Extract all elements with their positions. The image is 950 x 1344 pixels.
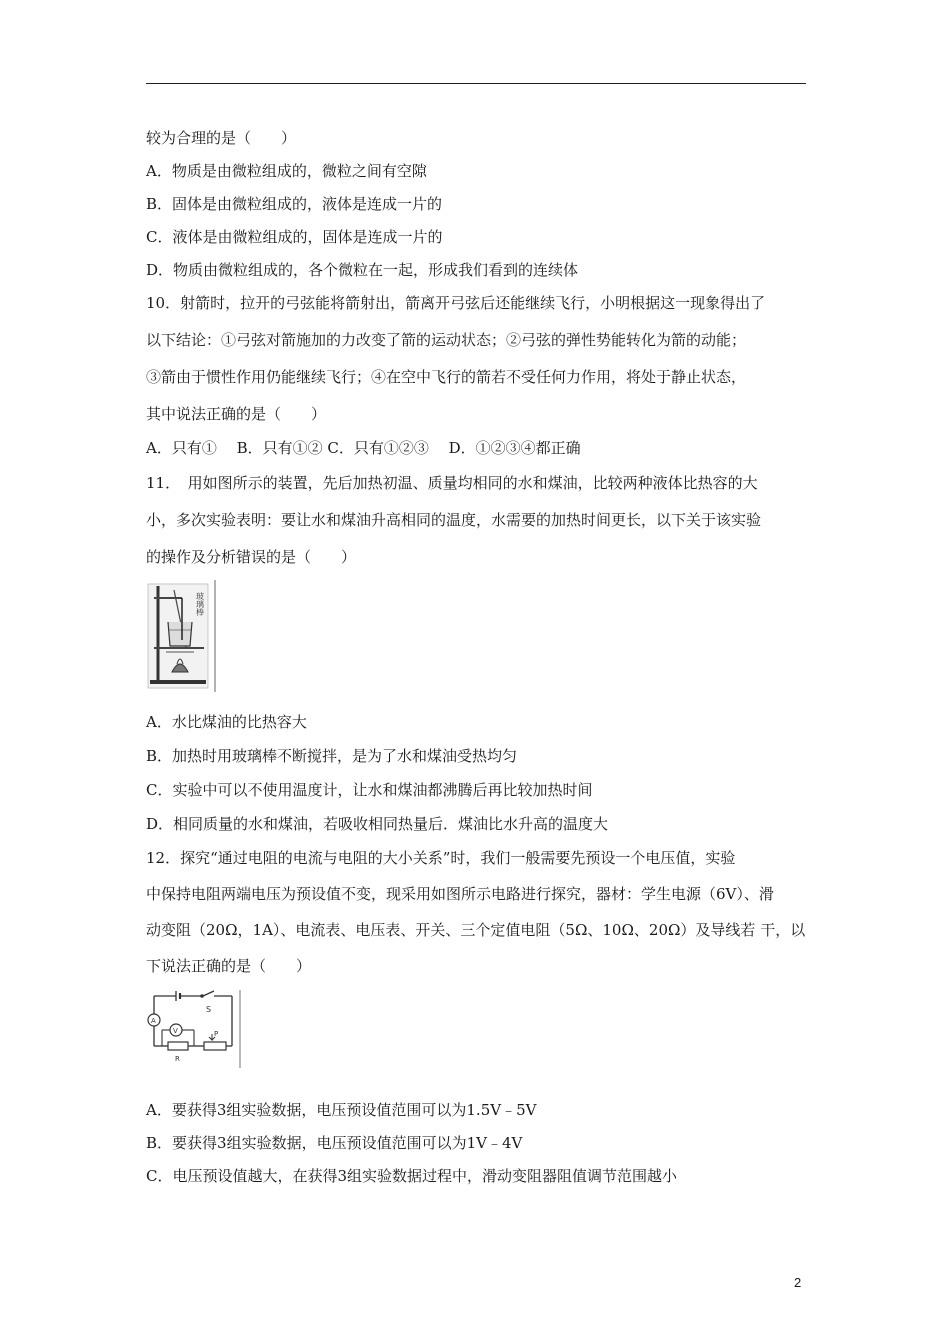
option-d: D．相同质量的水和煤油，若吸收相同热量后．煤油比水升高的温度大	[146, 815, 609, 833]
text-line: 较为合理的是（ ）	[146, 129, 297, 147]
text-line: 的操作及分析错误的是（ ）	[146, 548, 357, 566]
voltmeter-label: V	[173, 1027, 178, 1035]
text-line: ③箭由于惯性作用仍能继续飞行；④在空中飞行的箭若不受任何力作用，将处于静止状态，	[146, 368, 747, 386]
header-rule	[146, 83, 806, 84]
question-12: 12．探究“通过电阻的电流与电阻的大小关系”时，我们一般需要先预设一个电压值，实验	[146, 849, 736, 867]
option-a: A．水比煤油的比热容大	[146, 713, 307, 731]
option-b: B．固体是由微粒组成的，液体是连成一片的	[146, 195, 443, 213]
option-c: C．实验中可以不使用温度计，让水和煤油都沸腾后再比较加热时间	[146, 781, 593, 799]
ammeter-label: A	[151, 1017, 156, 1025]
question-10: 10．射箭时，拉开的弓弦能将箭射出，箭离开弓弦后还能继续飞行，小明根据这一现象得出了	[146, 294, 766, 312]
page-number: 2	[794, 1275, 802, 1290]
option-a: A．要获得3组实验数据，电压预设值范围可以为1.5V﹣5V	[146, 1101, 537, 1119]
text-line: 以下结论：①弓弦对箭施加的力改变了箭的运动状态；②弓弦的弹性势能转化为箭的动能；	[146, 331, 747, 349]
option-b: B．加热时用玻璃棒不断搅拌，是为了水和煤油受热均匀	[146, 747, 518, 765]
option-c: C．电压预设值越大，在获得3组实验数据过程中，滑动变阻器阻值调节范围越小	[146, 1167, 678, 1185]
options-line: A．只有① B．只有①② C．只有①②③ D．①②③④都正确	[146, 439, 581, 457]
text-line: 其中说法正确的是（ ）	[146, 405, 327, 423]
heating-apparatus-figure	[146, 578, 220, 694]
glass-rod-label: 玻璃棒	[195, 592, 205, 616]
option-a: A．物质是由微粒组成的，微粒之间有空隙	[146, 162, 427, 180]
option-b: B．要获得3组实验数据，电压预设值范围可以为1V﹣4V	[146, 1134, 523, 1152]
text-line: 小，多次实验表明：要让水和煤油升高相同的温度，水需要的加热时间更长，以下关于该实验	[146, 511, 762, 529]
option-d: D．物质由微粒组成的，各个微粒在一起，形成我们看到的连续体	[146, 261, 579, 279]
text-line: 中保持电阻两端电压为预设值不变，现采用如图所示电路进行探究，器材：学生电源（6V）、滑	[146, 885, 774, 903]
rheostat-label: P	[214, 1030, 219, 1038]
switch-label: S	[206, 1005, 212, 1014]
option-c: C．液体是由微粒组成的，固体是连成一片的	[146, 228, 443, 246]
resistor-label: R	[175, 1055, 180, 1063]
circuit-diagram-figure	[146, 988, 244, 1070]
text-line: 动变阻（20Ω，1A）、电流表、电压表、开关、三个定值电阻（5Ω、10Ω、20Ω）及导线若 干，以	[146, 921, 806, 939]
text-line: 下说法正确的是（ ）	[146, 957, 312, 975]
question-11: 11． 用如图所示的装置，先后加热初温、质量均相同的水和煤油，比较两种液体比热容的大	[146, 474, 758, 492]
